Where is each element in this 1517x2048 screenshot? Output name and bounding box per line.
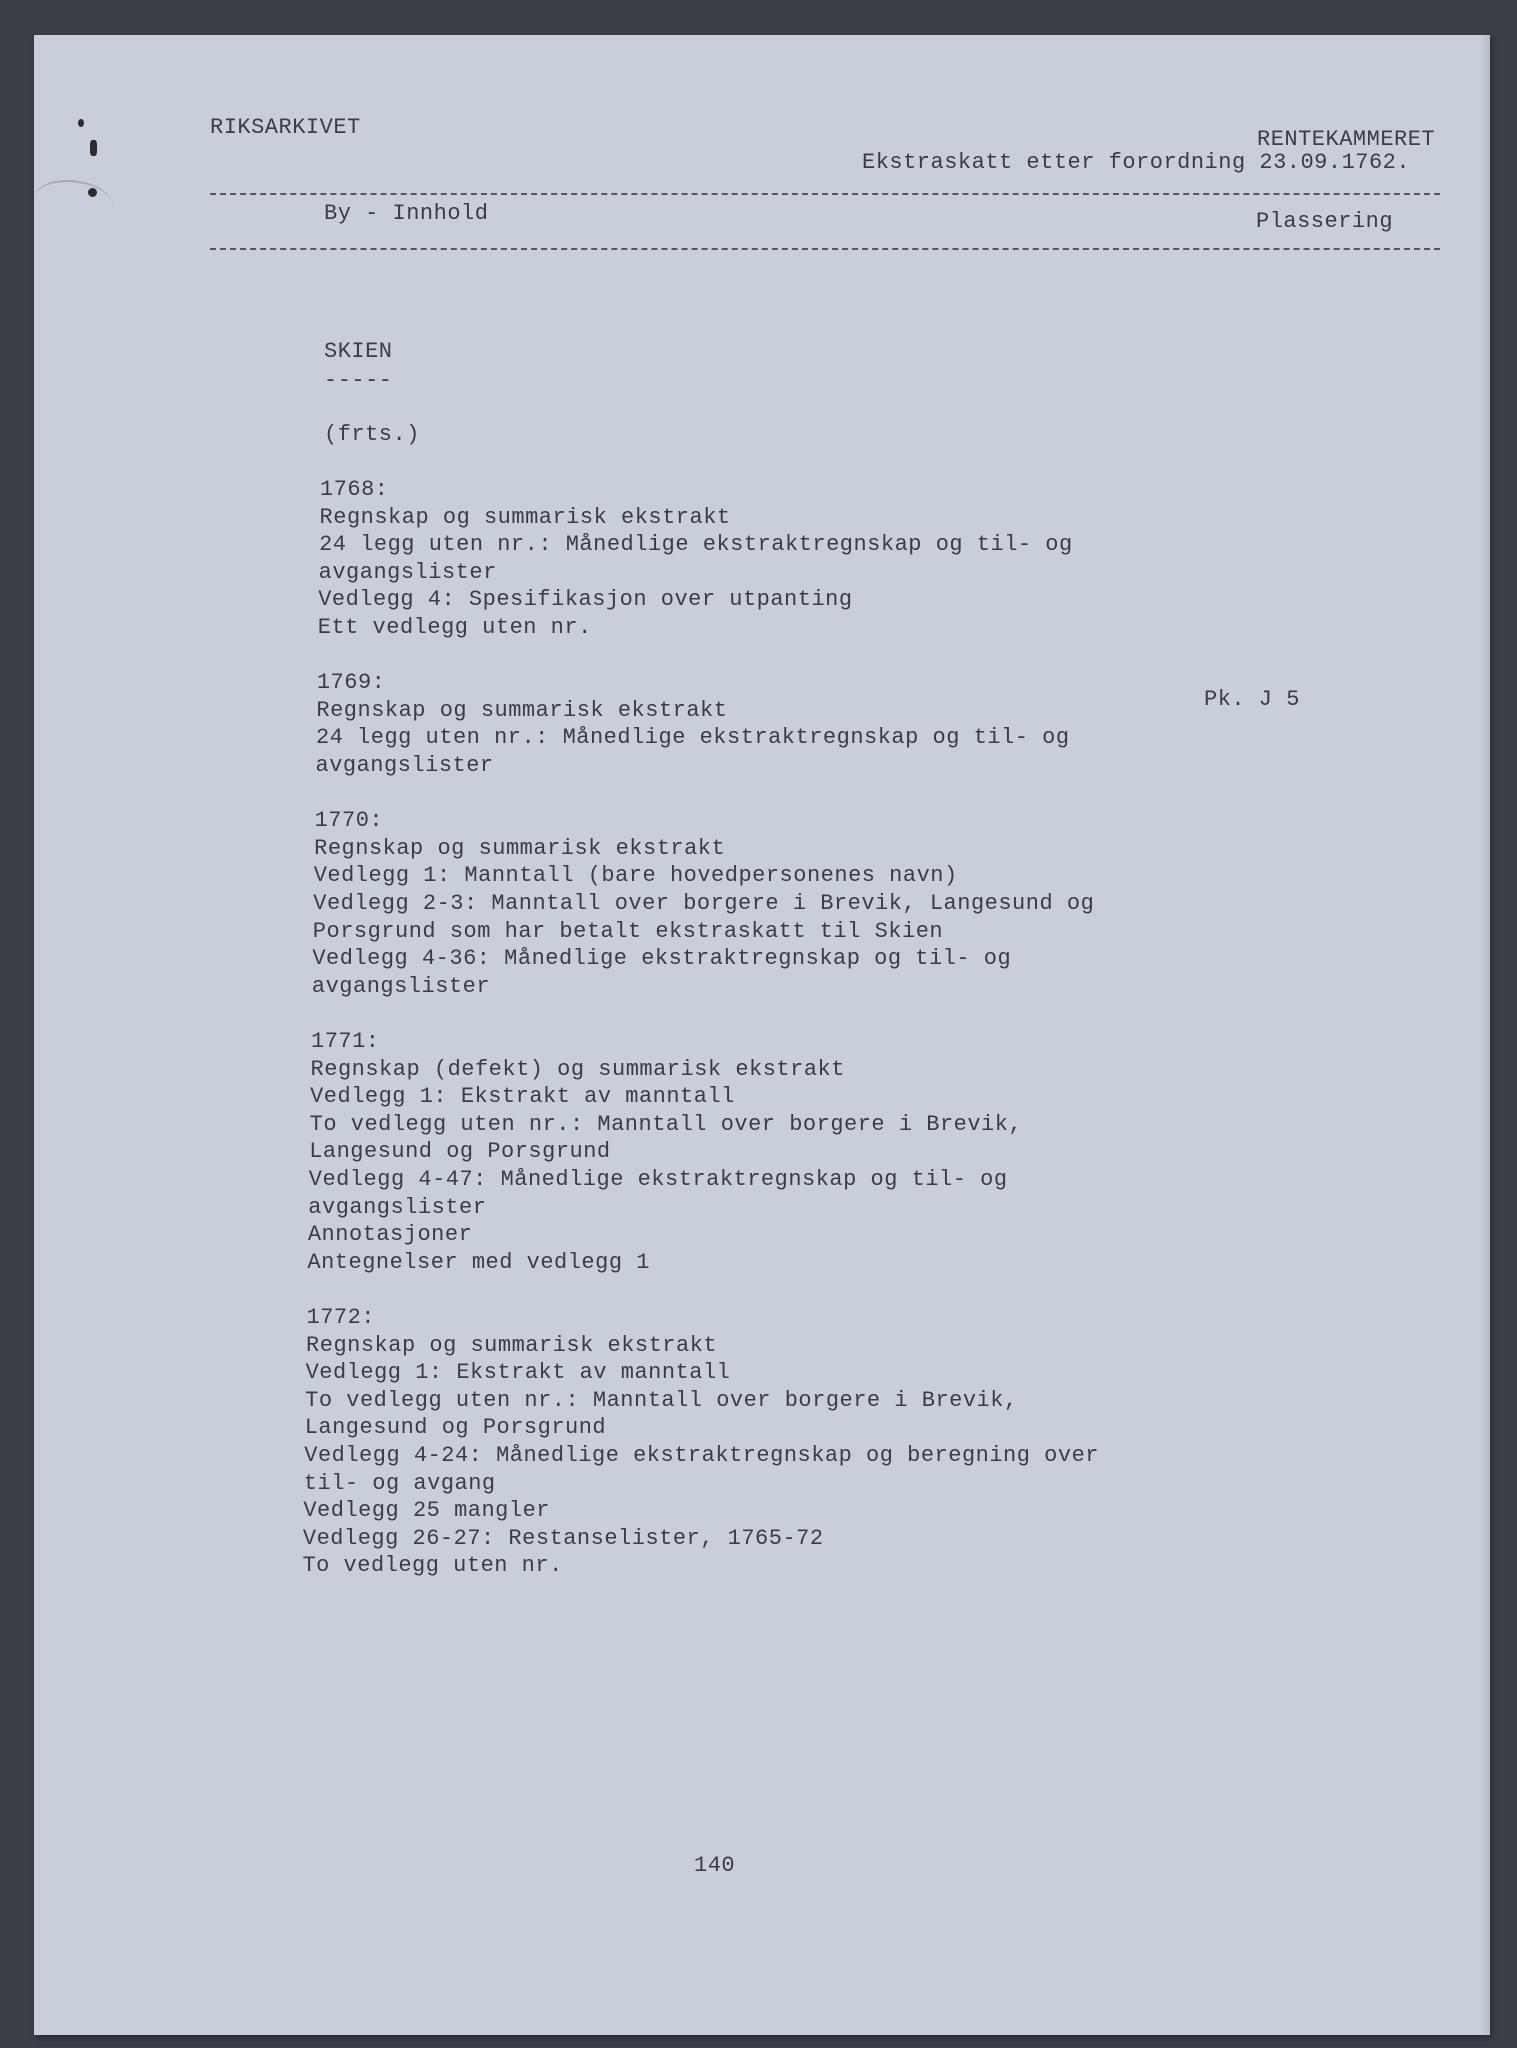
body-line: Regnskap og summarisk ekstrakt (319, 504, 731, 530)
body-line: To vedlegg uten nr. (302, 1553, 563, 1579)
body-line: Regnskap (defekt) og summarisk ekstrakt (310, 1056, 845, 1082)
body-line: Ett vedlegg uten nr. (317, 615, 592, 640)
body-line: 24 legg uten nr.: Månedlige ekstraktregnskap og til- og (319, 532, 1073, 558)
document-page (34, 35, 1490, 2035)
body-line: Vedlegg 25 mangler (303, 1498, 550, 1524)
punch-mark (88, 188, 97, 197)
archive-name: RIKSARKIVET (210, 115, 361, 140)
body-line: Langesund og Porsgrund (304, 1415, 607, 1441)
year-heading: 1768: (320, 477, 389, 502)
body-line: Porsgrund som har betalt ekstraskatt til Skien (312, 918, 944, 944)
year-heading: 1771: (311, 1029, 380, 1054)
page-number: 140 (694, 1853, 736, 1878)
year-heading: 1770: (314, 808, 384, 834)
year-heading: 1772: (306, 1305, 376, 1330)
body-line: til- og avgang (303, 1470, 496, 1496)
body-line: Annotasjoner (307, 1222, 473, 1248)
body-line: Vedlegg 4-47: Månedlige ekstraktregnskap og til- og (308, 1167, 1008, 1192)
body-line: Vedlegg 4-36: Månedlige ekstraktregnskap og til- og (312, 946, 1012, 972)
paper-tear (34, 180, 114, 227)
body-line: Regnskap og summarisk ekstrakt (316, 697, 728, 723)
section-underline: ----- (324, 368, 393, 393)
body-line: Vedlegg 2-3: Manntall over borgere i Brevik, Langesund og (313, 891, 1095, 916)
collection-name: RENTEKAMMERET (1257, 127, 1436, 152)
body-line: Vedlegg 4-24: Månedlige ekstraktregnskap og beregning over (304, 1443, 1099, 1468)
body-line: avgangslister (308, 1194, 487, 1220)
body-line: 24 legg uten nr.: Månedlige ekstraktregnskap og til- og (315, 725, 1070, 751)
body-line: avgangslister (311, 973, 491, 999)
body-line: Vedlegg 4: Spesifikasjon over utpanting (318, 587, 853, 613)
body-line: Regnskap og summarisk ekstrakt (314, 835, 726, 861)
body-line: Vedlegg 1: Ekstrakt av manntall (305, 1360, 731, 1386)
body-line: To vedlegg uten nr.: Manntall over borgere i Brevik, (309, 1111, 1023, 1137)
body-line: Regnskap og summarisk ekstrakt (306, 1332, 718, 1358)
body-line: Langesund og Porsgrund (309, 1139, 611, 1165)
punch-mark (90, 140, 97, 156)
column-heading-placement: Plassering (1256, 209, 1394, 234)
section-title: SKIEN (324, 339, 393, 364)
body-line: Antegnelser med vedlegg 1 (307, 1249, 650, 1275)
placement-label: Pk. J 5 (1204, 687, 1300, 712)
column-heading-content: By - Innhold (324, 201, 489, 226)
body-line: To vedlegg uten nr.: Manntall over borgere i Brevik, (305, 1387, 1018, 1413)
body-line: Vedlegg 1: Manntall (bare hovedpersonenes navn) (313, 863, 958, 889)
page-edge (1480, 35, 1490, 2035)
body-line: Vedlegg 26-27: Restanselister, 1765-72 (302, 1525, 824, 1551)
body-line: avgangslister (315, 753, 494, 778)
continued-note: (frts.) (324, 422, 420, 447)
body-line: avgangslister (318, 559, 497, 585)
body-line: Vedlegg 1: Ekstrakt av manntall (310, 1084, 735, 1110)
collection-subtitle: Ekstraskatt etter forordning 23.09.1762. (862, 150, 1411, 175)
punch-mark (78, 119, 84, 127)
header-divider (210, 248, 1440, 250)
year-heading: 1769: (316, 670, 386, 696)
header-divider (210, 193, 1440, 195)
